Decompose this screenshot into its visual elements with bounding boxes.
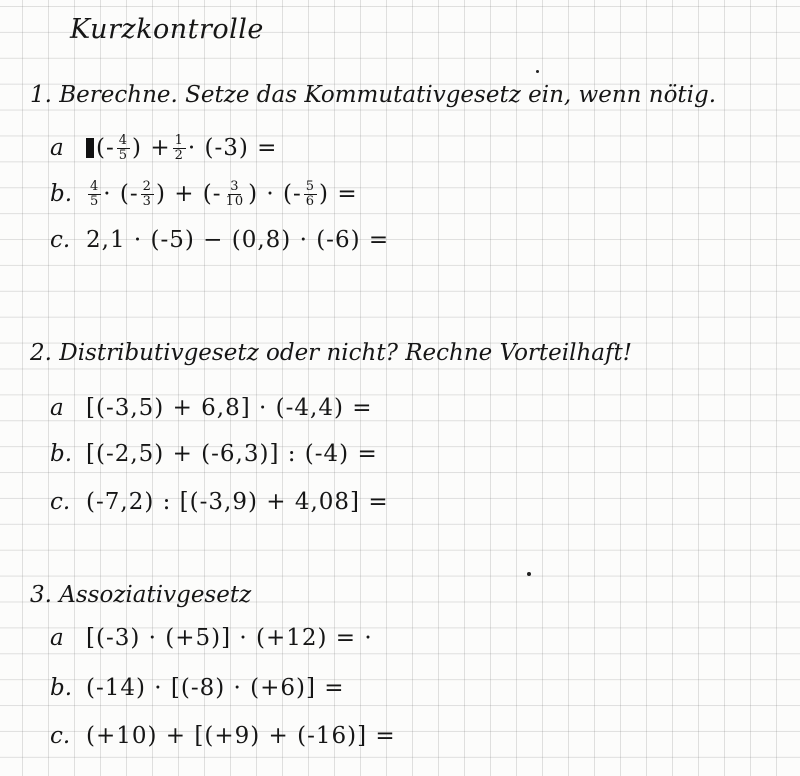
exercise-2c xyxy=(50,482,389,522)
worksheet-title: Kurzkontrolle xyxy=(70,14,264,45)
exercise-expression: (-7,2) : [(-3,9) + 4,08] = xyxy=(86,489,389,515)
fraction: $\frac{1}{2}$ xyxy=(174,132,184,163)
fraction: $\frac{2}{3}$ xyxy=(142,178,152,209)
exercise-3a xyxy=(50,618,373,658)
pen-dot xyxy=(527,572,531,576)
exercise-2a xyxy=(50,388,373,428)
section-heading: 1. Berechne. Setze das Kommutativgesetz ein, wenn nötig. xyxy=(30,82,717,108)
exercise-1a xyxy=(50,128,277,168)
exercise-expression: [(-3,5) + 6,8] · (-4,4) = xyxy=(86,395,373,421)
exercise-2b xyxy=(50,434,378,474)
exercise-letter: a xyxy=(50,395,64,421)
exercise-expression: 2,1 · (-5) − (0,8) · (-6) = xyxy=(86,227,390,253)
ink-blot-mark xyxy=(86,138,94,158)
exercise-expression: $\frac{4}{5}$ · (- $\frac{2}{3}$ ) + (- $\frac{3}{10}$ ) · (- $\frac{5}{6}$ ) = xyxy=(90,178,358,209)
fraction: $\frac{5}{6}$ xyxy=(305,178,316,209)
exercise-letter: a xyxy=(50,625,64,651)
exercise-expression: [(-2,5) + (-6,3)] : (-4) = xyxy=(86,441,378,467)
exercise-letter: b. xyxy=(50,441,73,467)
exercise-3c xyxy=(50,716,396,756)
section-heading: 3. Assoziativgesetz xyxy=(30,582,252,608)
section-heading: 2. Distributivgesetz oder nicht? Rechne Vorteilhaft! xyxy=(30,340,633,366)
fraction: $\frac{4}{5}$ xyxy=(118,132,129,163)
exercise-letter: c. xyxy=(50,489,71,515)
exercise-1c xyxy=(50,220,389,260)
pen-dot xyxy=(536,70,539,73)
exercise-3b xyxy=(50,668,345,708)
exercise-letter: b. xyxy=(50,675,73,701)
exercise-expression: [(-3) · (+5)] · (+12) = · xyxy=(86,625,373,651)
exercise-letter: a xyxy=(50,135,64,161)
exercise-expression: (-14) · [(-8) · (+6)] = xyxy=(86,675,345,701)
exercise-expression: (+10) + [(+9) + (-16)] = xyxy=(86,723,396,749)
exercise-expression: (- $\frac{4}{5}$ ) + $\frac{1}{2}$ · (-3) = xyxy=(86,134,277,162)
exercise-letter: c. xyxy=(50,723,71,749)
fraction: $\frac{3}{10}$ xyxy=(225,178,245,209)
exercise-letter: b. xyxy=(50,181,73,207)
fraction: $\frac{4}{5}$ xyxy=(90,178,100,209)
exercise-letter: c. xyxy=(50,227,71,253)
exercise-1b xyxy=(50,174,358,214)
